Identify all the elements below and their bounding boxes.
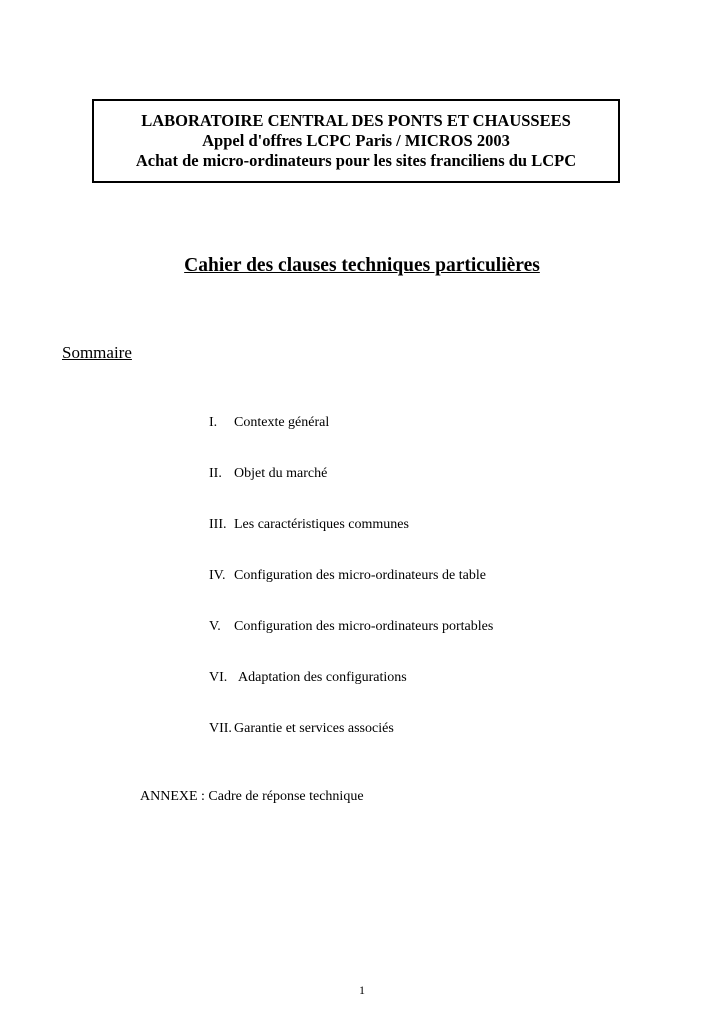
toc-item-label: Configuration des micro-ordinateurs de table: [234, 568, 486, 583]
toc-item-label: Garantie et services associés: [234, 721, 394, 736]
header-line-tender: Appel d'offres LCPC Paris / MICROS 2003: [202, 131, 510, 150]
toc-item-label: Contexte général: [234, 415, 330, 430]
toc-item-label: Les caractéristiques communes: [234, 517, 409, 532]
toc-item-label: Adaptation des configurations: [238, 670, 407, 685]
summary-heading: Sommaire: [62, 343, 132, 362]
header-line-organization: LABORATOIRE CENTRAL DES PONTS ET CHAUSSEES: [141, 111, 571, 130]
toc-item-number: III.: [209, 517, 227, 532]
toc-item-number: VII.: [209, 721, 232, 736]
toc-item-number: VI.: [209, 670, 228, 685]
toc-item-number: I.: [209, 415, 218, 430]
toc-item-number: V.: [209, 619, 221, 634]
toc-item-number: IV.: [209, 568, 226, 583]
toc-item-label: Objet du marché: [234, 466, 328, 481]
header-line-purchase: Achat de micro-ordinateurs pour les sites franciliens du LCPC: [135, 151, 577, 170]
document-title: Cahier des clauses techniques particulières: [184, 255, 540, 276]
toc-item-label: Configuration des micro-ordinateurs portables: [234, 619, 494, 634]
header-box: [92, 99, 620, 183]
page-number: 1: [359, 983, 365, 997]
toc-item-number: II.: [209, 466, 222, 481]
annex-entry: ANNEXE : Cadre de réponse technique: [140, 789, 364, 804]
